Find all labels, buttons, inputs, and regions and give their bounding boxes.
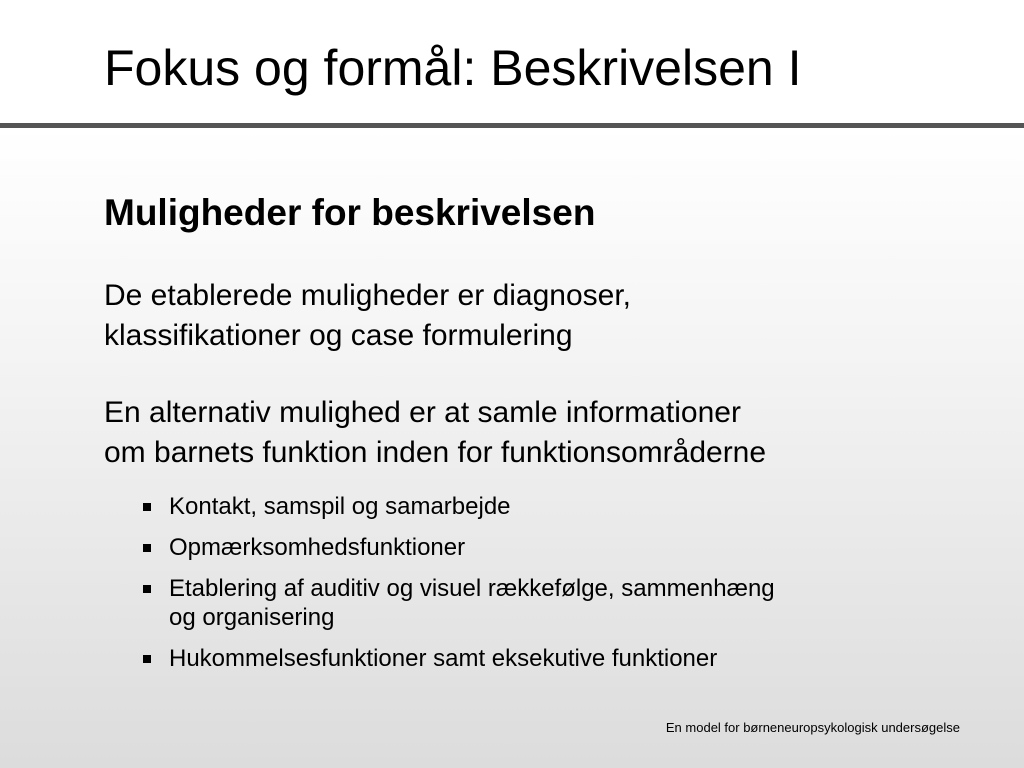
- list-item-text: Etablering af auditiv og visuel rækkefølge, sammenhæng: [169, 575, 775, 602]
- square-bullet-icon: [143, 655, 151, 663]
- list-item-text-continued: og organisering: [169, 604, 335, 631]
- slide-footer: En model for børneneuropsykologisk undersøgelse: [665, 720, 960, 735]
- list-item: [143, 492, 775, 521]
- function-areas-list: [143, 492, 775, 685]
- list-item-text: Hukommelsesfunktioner samt eksekutive funktioner: [169, 645, 718, 672]
- paragraph-line: En alternativ mulighed er at samle informationer: [104, 396, 741, 429]
- paragraph-line: De etablerede muligheder er diagnoser,: [104, 279, 632, 312]
- square-bullet-icon: [143, 544, 151, 552]
- list-item: [143, 644, 775, 673]
- list-item-text: Kontakt, samspil og samarbejde: [169, 493, 511, 520]
- title-band: [0, 0, 1024, 123]
- paragraph-line: om barnets funktion inden for funktionsområderne: [104, 436, 767, 469]
- list-item-text: Opmærksomhedsfunktioner: [169, 534, 466, 561]
- list-item: [143, 574, 775, 632]
- paragraph-established-options: [104, 276, 631, 356]
- list-item: [143, 533, 775, 562]
- paragraph-alternative-option: [104, 393, 766, 473]
- paragraph-line: klassifikationer og case formulering: [104, 319, 573, 352]
- square-bullet-icon: [143, 503, 151, 511]
- square-bullet-icon: [143, 585, 151, 593]
- slide-subheading: Muligheder for beskrivelsen: [104, 192, 596, 233]
- slide-title: Fokus og formål: Beskrivelsen I: [104, 40, 802, 96]
